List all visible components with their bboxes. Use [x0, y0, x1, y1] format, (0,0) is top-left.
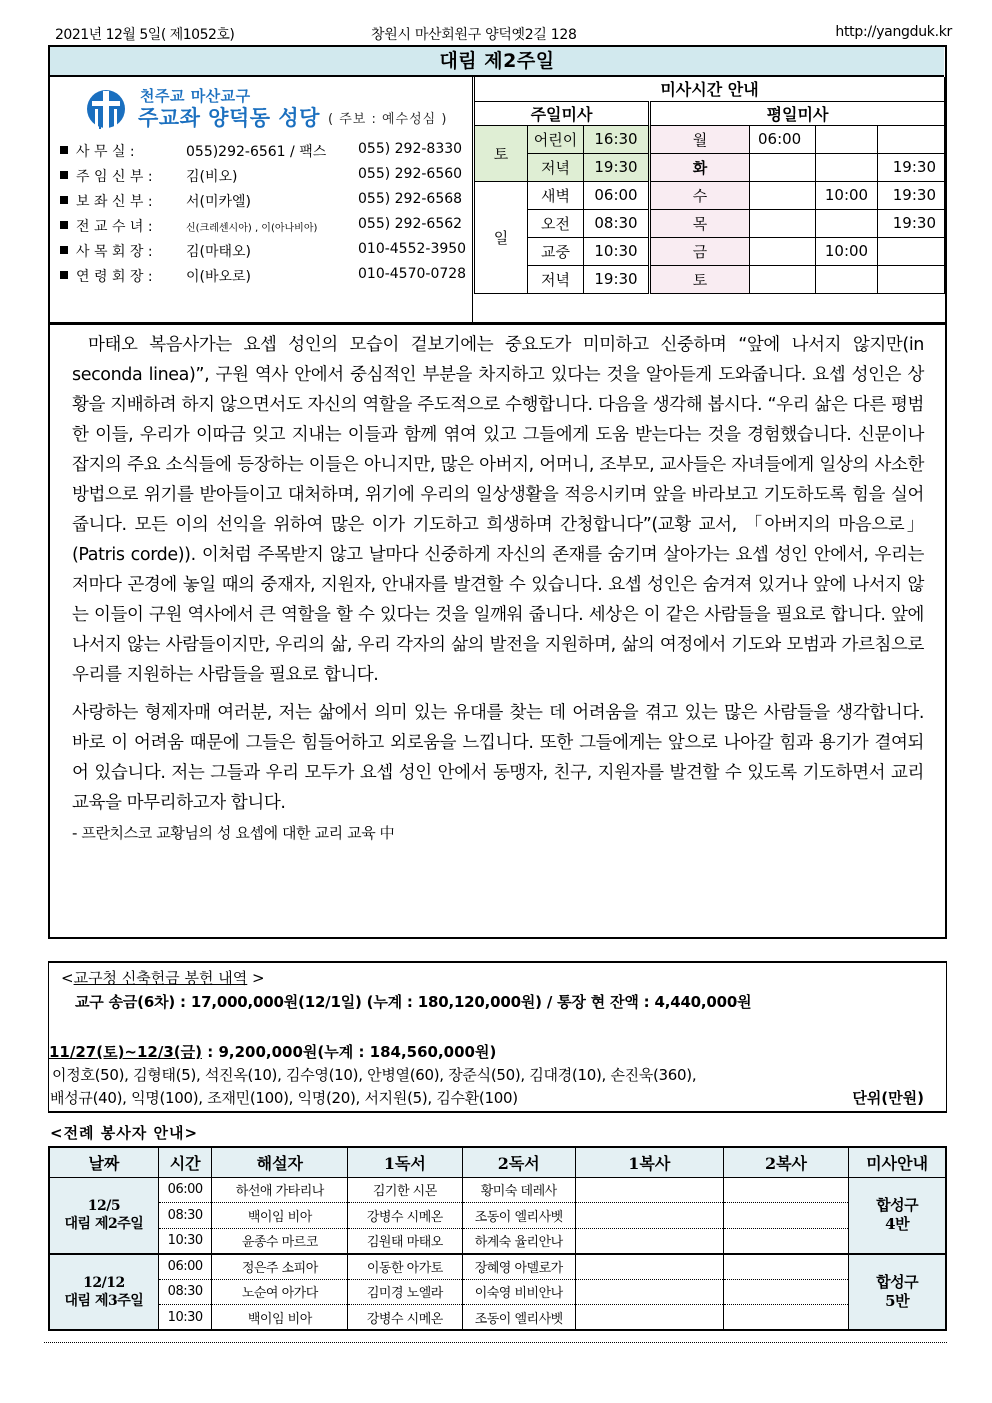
weekday-label: 월	[650, 125, 750, 153]
contact-row	[60, 264, 470, 289]
contact-phone: 055) 292-8330	[358, 141, 463, 157]
reader1: 김기한 시몬	[348, 1177, 462, 1203]
mass-schedule	[474, 77, 944, 322]
contact-row	[60, 164, 470, 189]
homily-source: - 프란치스코 교황님의 성 요셉에 대한 교리 교육 中	[72, 824, 395, 842]
offering-heading-text: 교구청 신축헌금 봉헌 내역	[73, 969, 248, 987]
col-header: 1복사	[575, 1147, 723, 1177]
server1	[575, 1254, 723, 1280]
table-row	[49, 1177, 946, 1203]
weekday-time: 19:30	[878, 209, 945, 237]
weekday-label: 목	[650, 209, 750, 237]
church-info	[50, 77, 473, 322]
weekday-time	[750, 181, 816, 209]
guide-text: 합성구	[876, 1272, 919, 1291]
weekday-time	[878, 237, 945, 265]
reader1: 김원태 마태오	[348, 1228, 462, 1254]
time: 08:30	[158, 1279, 212, 1305]
table-row	[49, 1254, 946, 1280]
week-text: 대림 제3주일	[64, 1292, 144, 1309]
offering-report	[48, 961, 947, 1113]
col-header: 날짜	[49, 1147, 158, 1177]
server1	[575, 1228, 723, 1254]
table-row	[49, 1279, 946, 1305]
guide-text: 5반	[885, 1291, 910, 1310]
commentator: 윤종수 마르코	[212, 1228, 348, 1254]
period-amount: : 9,200,000원(누계 : 184,560,000원)	[202, 1043, 497, 1061]
contact-row	[60, 239, 470, 264]
commentator: 정은주 소피아	[212, 1254, 348, 1280]
server2	[723, 1279, 849, 1305]
table-row	[49, 1228, 946, 1254]
weekday-time: 10:00	[816, 181, 878, 209]
sunday-mass-name: 어린이	[528, 125, 584, 153]
commentator: 백이임 비아	[212, 1203, 348, 1229]
weekday-time	[816, 125, 878, 153]
contact-phone: 010-4552-3950	[358, 241, 467, 257]
weekday-label: 수	[650, 181, 750, 209]
mass-schedule-table	[474, 77, 945, 294]
sunday-mass-time: 16:30	[584, 125, 650, 153]
server2	[723, 1254, 849, 1280]
weekday-label: 화	[650, 153, 750, 181]
reader2: 이숙영 비비안나	[462, 1279, 575, 1305]
sunday-mass-time: 10:30	[584, 237, 650, 265]
contact-phone: 055) 292-6568	[358, 191, 463, 207]
contact-value: 이(바오로)	[186, 269, 252, 285]
offering-heading	[61, 967, 265, 988]
col-header: 2복사	[723, 1147, 849, 1177]
contact-label: 사 목 회 장 :	[76, 244, 153, 260]
time: 10:30	[158, 1305, 212, 1331]
reader2: 하계숙 율리안나	[462, 1228, 575, 1254]
time: 10:30	[158, 1228, 212, 1254]
contact-value: 서(미카엘)	[186, 194, 252, 210]
church-name: 주교좌 양덕동 성당	[138, 106, 320, 130]
weekday-time: 10:00	[816, 237, 878, 265]
reader1: 강병수 시메온	[348, 1305, 462, 1331]
donor-list: 배성규(40), 익명(100), 조재민(100), 익명(20), 서지원(5), 김수환(100)	[50, 1089, 518, 1107]
contact-label: 보 좌 신 부 :	[76, 194, 153, 210]
week-text: 대림 제2주일	[64, 1216, 144, 1232]
contact-phone: 010-4570-0728	[358, 266, 467, 282]
server1	[575, 1279, 723, 1305]
period-range: 11/27(토)~12/3(금)	[49, 1043, 202, 1061]
divider	[44, 1342, 947, 1343]
diocese-remittance: 교구 송금(6차) : 17,000,000원(12/1일) (누계 : 180,120,000원) / 통장 현 잔액 : 4,440,000원	[75, 993, 752, 1011]
weekday-time: 19:30	[878, 153, 945, 181]
bullet-icon	[60, 146, 68, 154]
contact-value: 김(마태오)	[186, 244, 252, 260]
col-header: 미사안내	[849, 1147, 946, 1177]
time: 06:00	[158, 1254, 212, 1280]
contact-value: 김(비오)	[186, 169, 238, 185]
weekday-time	[750, 265, 816, 293]
time: 06:00	[158, 1177, 212, 1203]
period-total	[49, 1041, 496, 1062]
mass-guide	[849, 1177, 946, 1254]
bulletin-header	[48, 45, 947, 325]
date-text: 12/12	[83, 1274, 125, 1291]
homily-paragraph: 사랑하는 형제자매 여러분, 저는 삶에서 의미 있는 유대를 찾는 데 어려움을 겪고 있는 많은 사람들을 생각합니다. 바로 이 어려움 때문에 그들은 힘들어하고 외로움을 느낍니다. 또한 그들에게는 앞으로 나아갈 힘과 용기가 결여되어 있습니다. 저는 그들과 우리 모두가 요셉 성인 안에서 동맹자, 친구, 지원자를 발견할 수 있도록 기도하면서 교리 교육을 마무리하고자 합니다.	[72, 703, 924, 813]
server2	[723, 1228, 849, 1254]
top-info-line	[55, 22, 952, 44]
guide-text: 4반	[885, 1215, 910, 1233]
contact-row	[60, 214, 470, 239]
commentator: 노순여 아가다	[212, 1279, 348, 1305]
homily-text	[48, 322, 947, 939]
server2	[723, 1177, 849, 1203]
weekday-time	[878, 125, 945, 153]
contact-row	[60, 189, 470, 214]
website-link[interactable]: http://yangduk.kr	[835, 24, 952, 40]
diocese-name: 천주교 마산교구	[140, 87, 251, 105]
homily-paragraph: 마태오 복음사가는 요셉 성인의 모습이 겉보기에는 중요도가 미미하고 신중하며 “앞에 나서지 않지만(in seconda linea)”, 구원 역사 안에서 중심적인 부분을 차지하고 있다는 것을 알아듣게 도와줍니다. 요셉 성인은 상황을 지배하려 하지 않으면서도 자신의 역할을 주도적으로 수행합니다. 다음을 생각해 봅시다. “우리 삶은 다른 평범한 이들, 우리가 이따금 잊고 지내는 이들과 함께 엮여 있고 그들에게 도움 받는다는 것을 경험했습니다. 신문이나 잡지의 주요 소식들에 등장하는 이들은 아니지만, 많은 아버지, 어머니, 조부모, 교사들은 자녀들에게 일상의 사소한 방법으로 위기를 받아들이고 대처하며, 위기에 우리의 일상생활을 적응시키며 앞을 바라보고 기도하도록 힘을 실어 줍니다. 모든 이의 선익을 위하여 많은 이가 기도하고 희생하며 간청합니다”(교황 교서, 「아버지의 마음으로」(Patris corde)). 이처럼 주목받지 않고 날마다 신중하게 자신의 존재를 숨기며 살아가는 요셉 성인 안에서, 우리는 저마다 곤경에 놓일 때의 중재자, 지원자, 안내자를 발견할 수 있습니다. 요셉 성인은 숨겨져 있거나 앞에 나서지 않는 이들이 구원 역사에서 큰 역할을 할 수 있다는 것을 일깨워 줍니다. 세상은 이 같은 사람들을 필요로 합니다. 앞에 나서지 않는 사람들이지만, 우리의 삶, 우리 각자의 삶의 발전을 지원하며, 삶의 여정에서 기도와 모범과 가르침으로 우리를 지원하는 사람들을 필요로 합니다.	[72, 335, 924, 685]
unit-label: 단위(만원)	[852, 1089, 924, 1107]
weekday-label: 토	[650, 265, 750, 293]
weekday-time	[816, 265, 878, 293]
commentator: 백이임 비아	[212, 1305, 348, 1331]
col-header: 해설자	[212, 1147, 348, 1177]
weekday-time	[816, 153, 878, 181]
weekday-time: 19:30	[878, 181, 945, 209]
server2	[723, 1203, 849, 1229]
table-row	[49, 1203, 946, 1229]
liturgy-servers-title: <전례 봉사자 안내>	[50, 1124, 199, 1142]
col-header: 시간	[158, 1147, 212, 1177]
weekday-time	[750, 209, 816, 237]
saturday-label: 토	[475, 125, 528, 181]
sunday-mass-time: 08:30	[584, 209, 650, 237]
sunday-mass-name: 새벽	[528, 181, 584, 209]
time: 08:30	[158, 1203, 212, 1229]
reader1: 이동한 아가토	[348, 1254, 462, 1280]
bulletin-patron: ( 주보 : 예수성심 )	[328, 112, 448, 127]
weekday-mass-header: 평일미사	[650, 101, 945, 125]
weekday-time: 06:00	[750, 125, 816, 153]
col-header: 1독서	[348, 1147, 462, 1177]
sunday-mass-header: 주일미사	[475, 101, 650, 125]
sunday-mass-name: 오전	[528, 209, 584, 237]
contact-label: 연 령 회 장 :	[76, 269, 153, 285]
week-title: 대림 제2주일	[50, 47, 944, 77]
mass-guide	[849, 1254, 946, 1331]
contact-value: 신(크레센시아) , 이(아나비아)	[186, 223, 318, 234]
donor-list: 이정호(50), 김형태(5), 석진옥(10), 김수영(10), 안병열(60), 장준식(50), 김대경(10), 손진욱(360),	[52, 1066, 697, 1084]
contact-phone: 055) 292-6560	[358, 166, 463, 182]
date-text: 12/5	[87, 1198, 121, 1214]
contact-phone: 055) 292-6562	[358, 216, 463, 232]
bullet-icon	[60, 246, 68, 254]
weekday-time	[816, 209, 878, 237]
mass-schedule-title: 미사시간 안내	[475, 77, 945, 101]
bullet-icon	[60, 171, 68, 179]
server1	[575, 1177, 723, 1203]
col-header: 2독서	[462, 1147, 575, 1177]
contact-value: 055)292-6561 / 팩스	[186, 144, 327, 160]
church-address: 창원시 마산회원구 양덕옛2길 128	[371, 27, 577, 43]
contact-label: 전 교 수 녀 :	[76, 219, 153, 235]
issue-date: 2021년 12월 5일( 제1052호)	[55, 27, 235, 43]
church-logo-icon	[86, 87, 126, 131]
reader2: 조동이 엘리사벳	[462, 1305, 575, 1331]
sunday-mass-time: 06:00	[584, 181, 650, 209]
weekday-time	[878, 265, 945, 293]
server1	[575, 1203, 723, 1229]
contact-label: 사 무 실 :	[76, 144, 135, 160]
bracket: >	[247, 969, 265, 987]
weekday-time	[750, 153, 816, 181]
service-date	[49, 1177, 158, 1254]
sunday-mass-name: 저녁	[528, 153, 584, 181]
liturgy-servers-table	[48, 1146, 947, 1331]
contact-list	[60, 139, 470, 289]
bullet-icon	[60, 196, 68, 204]
sunday-label: 일	[475, 181, 528, 293]
commentator: 하선애 가타리나	[212, 1177, 348, 1203]
liturgy-servers	[48, 1146, 947, 1331]
table-row	[49, 1305, 946, 1331]
bullet-icon	[60, 271, 68, 279]
reader2: 조동이 엘리사벳	[462, 1203, 575, 1229]
service-date	[49, 1254, 158, 1331]
weekday-time	[750, 237, 816, 265]
weekday-label: 금	[650, 237, 750, 265]
server2	[723, 1305, 849, 1331]
reader2: 황미숙 데레사	[462, 1177, 575, 1203]
reader2: 장혜영 아델로가	[462, 1254, 575, 1280]
sunday-mass-name: 저녁	[528, 265, 584, 293]
reader1: 김미경 노엘라	[348, 1279, 462, 1305]
sunday-mass-name: 교중	[528, 237, 584, 265]
sunday-mass-time: 19:30	[584, 265, 650, 293]
guide-text: 합성구	[876, 1196, 919, 1214]
contact-row	[60, 139, 470, 164]
server1	[575, 1305, 723, 1331]
sunday-mass-time: 19:30	[584, 153, 650, 181]
bullet-icon	[60, 221, 68, 229]
contact-label: 주 임 신 부 :	[76, 169, 153, 185]
reader1: 강병수 시메온	[348, 1203, 462, 1229]
bracket: <	[61, 969, 74, 987]
